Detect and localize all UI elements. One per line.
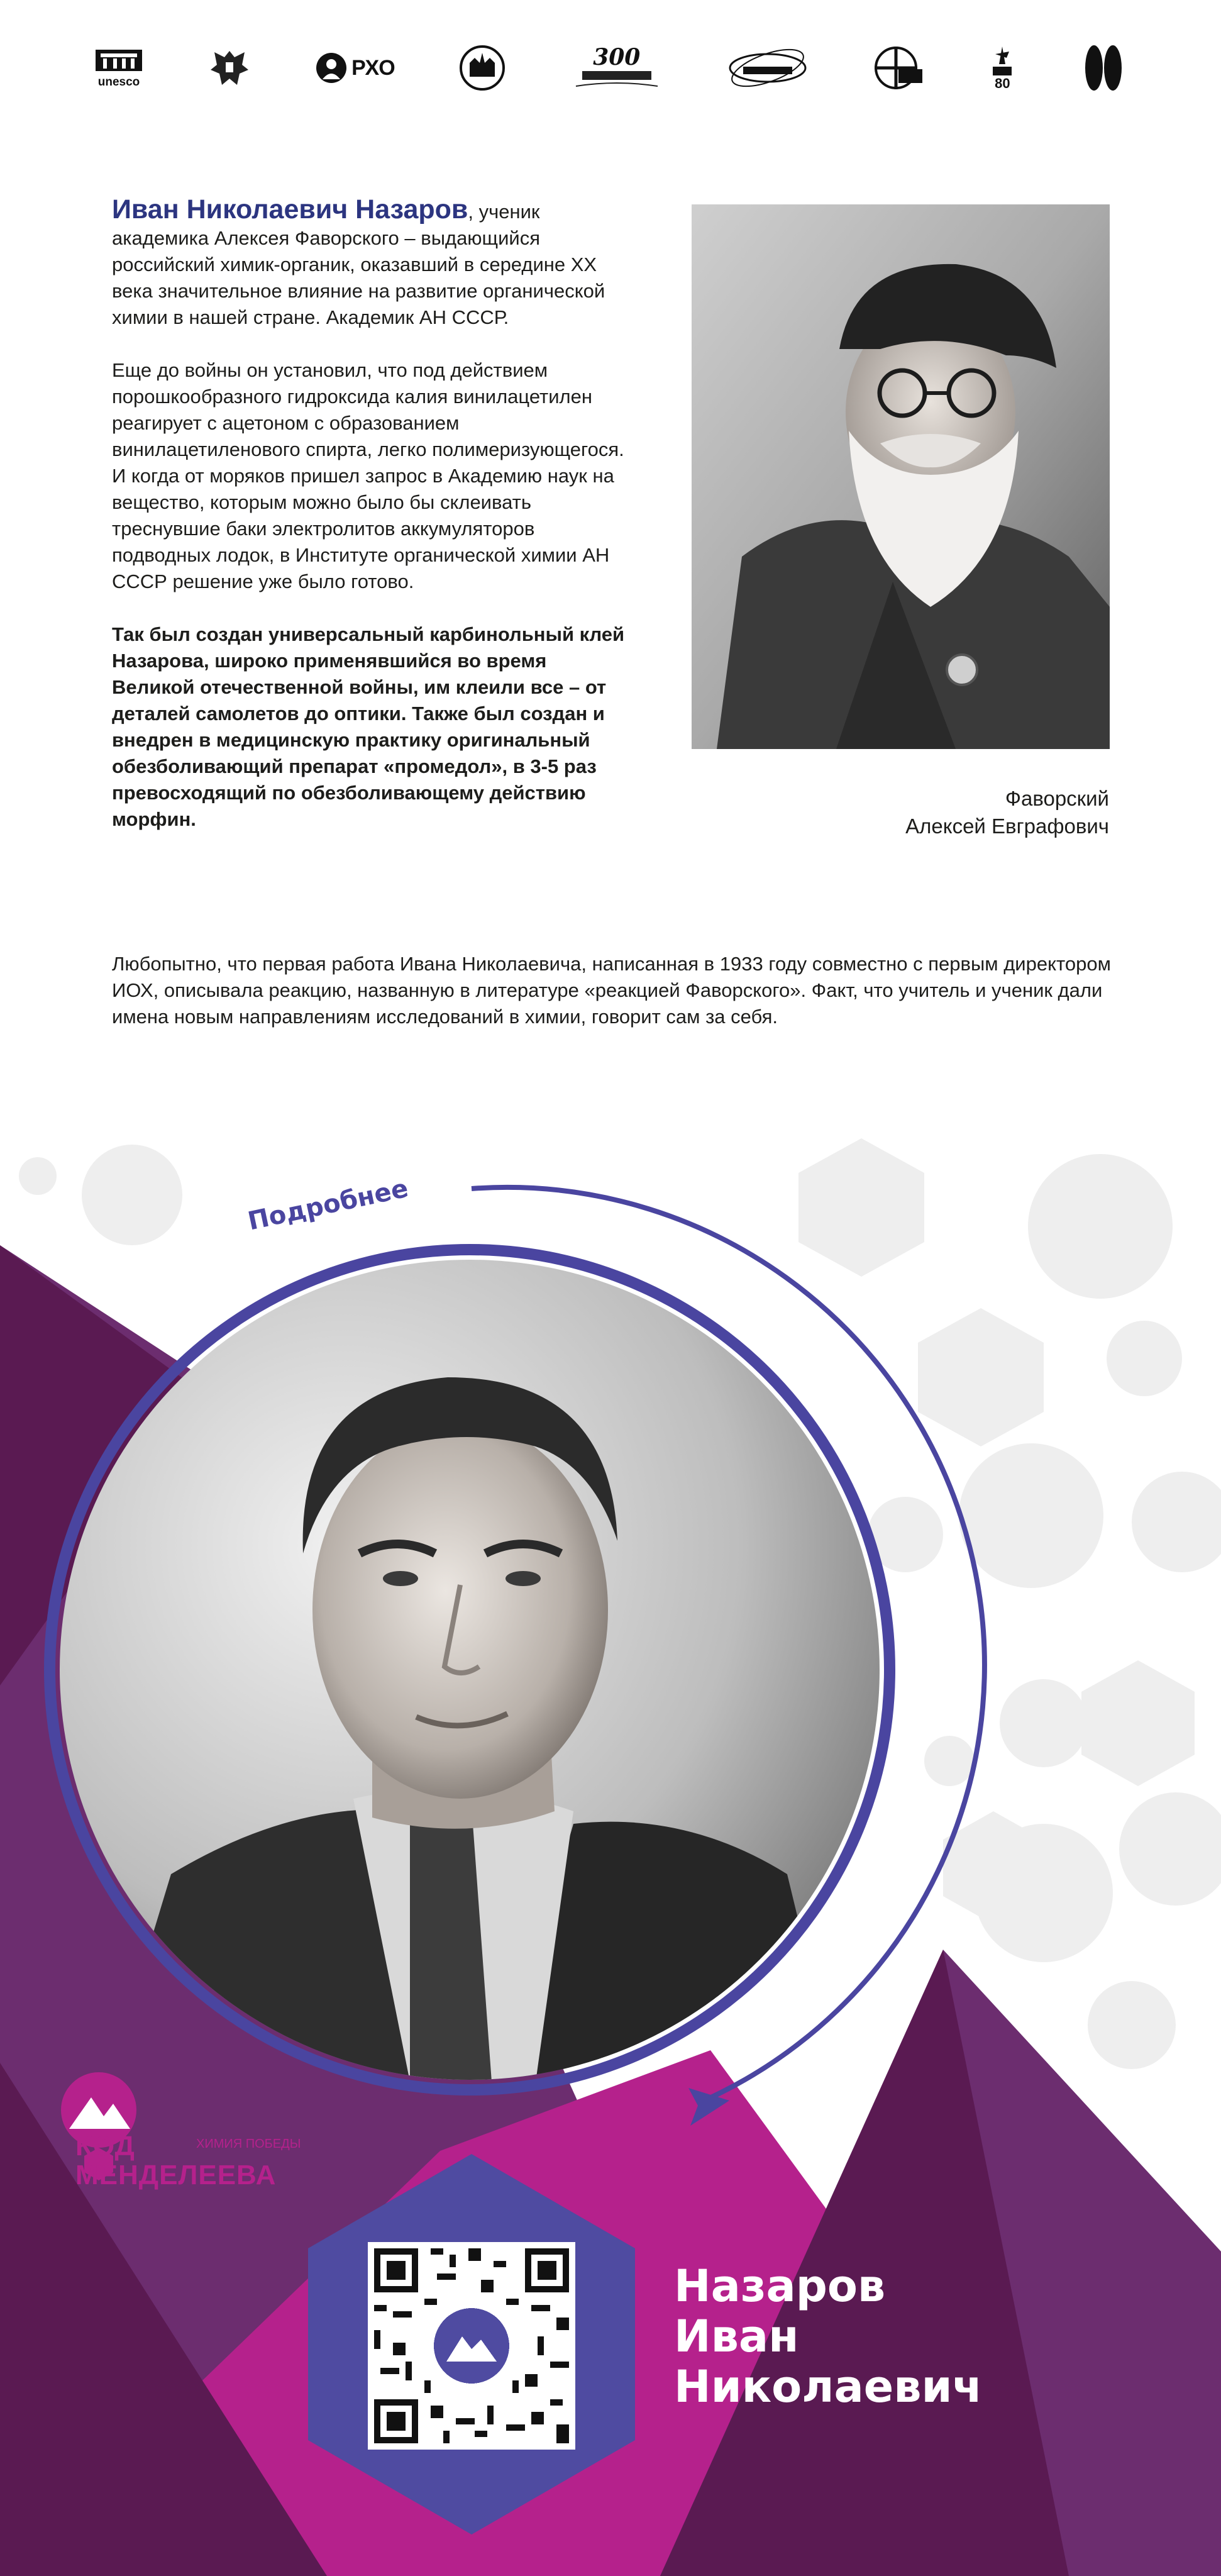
brand-name-line2: МЕНДЕЛЕЕВА	[75, 2160, 277, 2190]
ras-cross-logo	[872, 36, 925, 99]
favorsky-caption-given: Алексей Евграфович	[905, 814, 1109, 838]
paragraph-glue-promedol: Так был создан универсальный карбинольный клей Назарова, широко применявшийся во время Великой отечественной войны, им клеили все – от деталей самолетов до оптики. Также был создан и внедрен в медицинскую практику оригинальный обезболивающий препарат «промедол», в 3-5 раз превосходящий по обезболивающему действию морфин.	[112, 623, 625, 830]
mendeleev-congress-logo	[727, 36, 809, 99]
brand-name-line1: КОД	[75, 2131, 135, 2162]
ras-300-text: 300	[593, 44, 641, 70]
double-leaf-logo	[1080, 36, 1125, 99]
state-emblem-icon	[207, 36, 252, 99]
biography-text	[112, 196, 627, 859]
favorsky-photo	[692, 204, 1110, 749]
victory-80-text: 80	[995, 75, 1010, 91]
nazarov-portrait	[58, 1258, 881, 2082]
partner-logos	[94, 36, 1125, 99]
unesco-logo-text: unesco	[97, 75, 140, 89]
favorsky-caption	[905, 785, 1109, 840]
victory-80-logo	[988, 36, 1017, 99]
favorsky-caption-surname: Фаворский	[1005, 787, 1109, 810]
more-link[interactable]: Подробнее	[245, 1174, 411, 1236]
qr-code[interactable]	[368, 2242, 575, 2450]
title-surname: Назаров	[674, 2260, 886, 2312]
academy-emblem-icon	[458, 36, 506, 99]
title-patronymic: Николаевич	[674, 2361, 983, 2412]
title-given-name: Иван	[674, 2311, 799, 2362]
rho-logo-text: РХО	[351, 56, 395, 80]
ras-300-years-logo	[570, 36, 664, 99]
person-name: Иван Николаевич Назаров	[112, 194, 468, 225]
intro-paragraph	[112, 196, 627, 331]
brand-tagline: ХИМИЯ ПОБЕДЫ	[196, 2137, 301, 2151]
paragraph-favorsky-reaction: Любопытно, что первая работа Ивана Николаевича, написанная в 1933 году совместно с первым директором ИОХ, описывала реакцию, названную в литературе «реакцией Фаворского». Факт, что учитель и ученик дали имена новым направлениям исследований в химии, говорит сам за себя.	[112, 953, 1111, 1028]
intro-text: , ученик академика Алексея Фаворского – выдающийся российский химик-органик, оказавший в середине XX века значительное влияние на развитие органической химии в нашей стране. Академик АН СССР.	[112, 201, 605, 328]
poster-title	[674, 2261, 983, 2412]
unesco-logo	[94, 36, 143, 99]
paragraph-prewar: Еще до войны он установил, что под действием порошкообразного гидроксида калия винилацетилен реагирует с ацетоном с образованием винилацетиленового спирта, легко полимеризующегося. И когда от моряков пришел запрос в Академию наук на вещество, которым можно было бы склеивать треснувшие баки электролитов аккумуляторов подводных лодок, в Институте органической химии АН СССР решение уже было готово.	[112, 359, 624, 592]
rho-logo	[315, 36, 395, 99]
poster-artwork	[0, 1119, 1221, 2576]
